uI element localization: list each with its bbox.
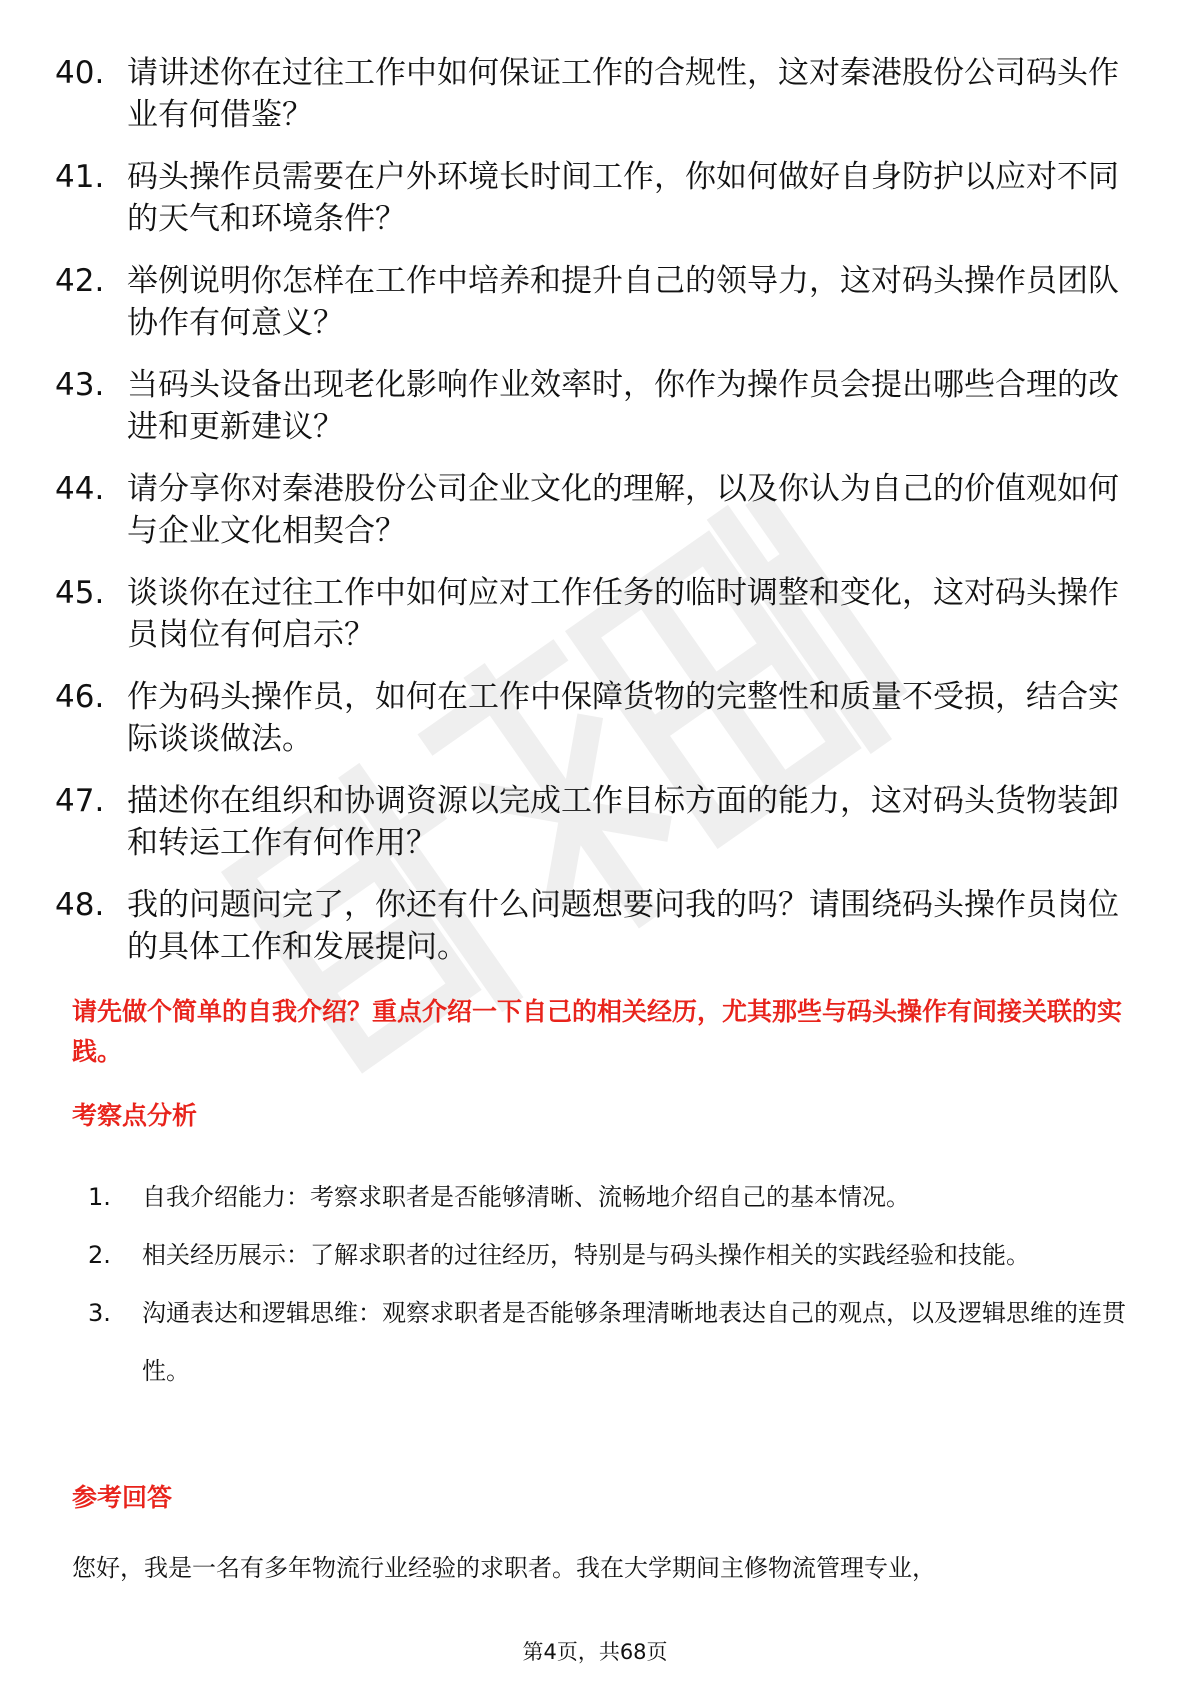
list-item [72, 1284, 1132, 1400]
list-item [55, 780, 1135, 864]
question-number: 40. [55, 55, 105, 91]
list-item [72, 1226, 1132, 1284]
point-number: 3. [88, 1299, 111, 1327]
list-item [55, 884, 1135, 968]
question-number: 46. [55, 679, 105, 715]
question-text: 请讲述你在过往工作中如何保证工作的合规性，这对秦港股份公司码头作业有何借鉴？ [127, 55, 1119, 133]
question-list [55, 52, 1135, 988]
question-number: 45. [55, 575, 105, 611]
point-text: 相关经历展示：了解求职者的过往经历，特别是与码头操作相关的实践经验和技能。 [142, 1241, 1030, 1269]
list-item [55, 52, 1135, 136]
question-number: 44. [55, 471, 105, 507]
question-text: 当码头设备出现老化影响作业效率时，你作为操作员会提出哪些合理的改进和更新建议？ [127, 367, 1119, 445]
question-number: 42. [55, 263, 105, 299]
page-footer: 第4页，共68页 [522, 1640, 668, 1664]
question-number: 41. [55, 159, 105, 195]
list-item [55, 364, 1135, 448]
question-number: 47. [55, 783, 105, 819]
question-text: 请分享你对秦港股份公司企业文化的理解，以及你认为自己的价值观如何与企业文化相契合？ [127, 471, 1119, 549]
point-text: 自我介绍能力：考察求职者是否能够清晰、流畅地介绍自己的基本情况。 [142, 1183, 910, 1211]
point-number: 1. [88, 1183, 111, 1211]
question-text: 谈谈你在过往工作中如何应对工作任务的临时调整和变化，这对码头操作员岗位有何启示？ [127, 575, 1119, 653]
question-number: 48. [55, 887, 105, 923]
analysis-heading: 考察点分析 [72, 1101, 198, 1130]
question-text: 我的问题问完了，你还有什么问题想要问我的吗？请围绕码头操作员岗位的具体工作和发展提问。 [127, 887, 1119, 965]
question-number: 43. [55, 367, 105, 403]
list-item [55, 676, 1135, 760]
list-item [55, 572, 1135, 656]
intro-question: 请先做个简单的自我介绍？重点介绍一下自己的相关经历，尤其那些与码头操作有间接关联的实践。 [72, 997, 1123, 1066]
question-text: 描述你在组织和协调资源以完成工作目标方面的能力，这对码头货物装卸和转运工作有何作用？ [127, 783, 1119, 861]
answer-text: 您好，我是一名有多年物流行业经验的求职者。我在大学期间主修物流管理专业， [72, 1554, 936, 1582]
question-text: 码头操作员需要在户外环境长时间工作，你如何做好自身防护以应对不同的天气和环境条件？ [127, 159, 1119, 237]
list-item [72, 1168, 1132, 1226]
question-text: 举例说明你怎样在工作中培养和提升自己的领导力，这对码头操作员团队协作有何意义？ [127, 263, 1119, 341]
list-item [55, 468, 1135, 552]
point-text: 沟通表达和逻辑思维：观察求职者是否能够条理清晰地表达自己的观点，以及逻辑思维的连贯性。 [142, 1299, 1126, 1385]
list-item [55, 260, 1135, 344]
point-number: 2. [88, 1241, 111, 1269]
list-item [55, 156, 1135, 240]
answer-heading: 参考回答 [72, 1483, 173, 1512]
question-text: 作为码头操作员，如何在工作中保障货物的完整性和质量不受损，结合实际谈谈做法。 [127, 679, 1119, 757]
analysis-points [72, 1168, 1132, 1400]
